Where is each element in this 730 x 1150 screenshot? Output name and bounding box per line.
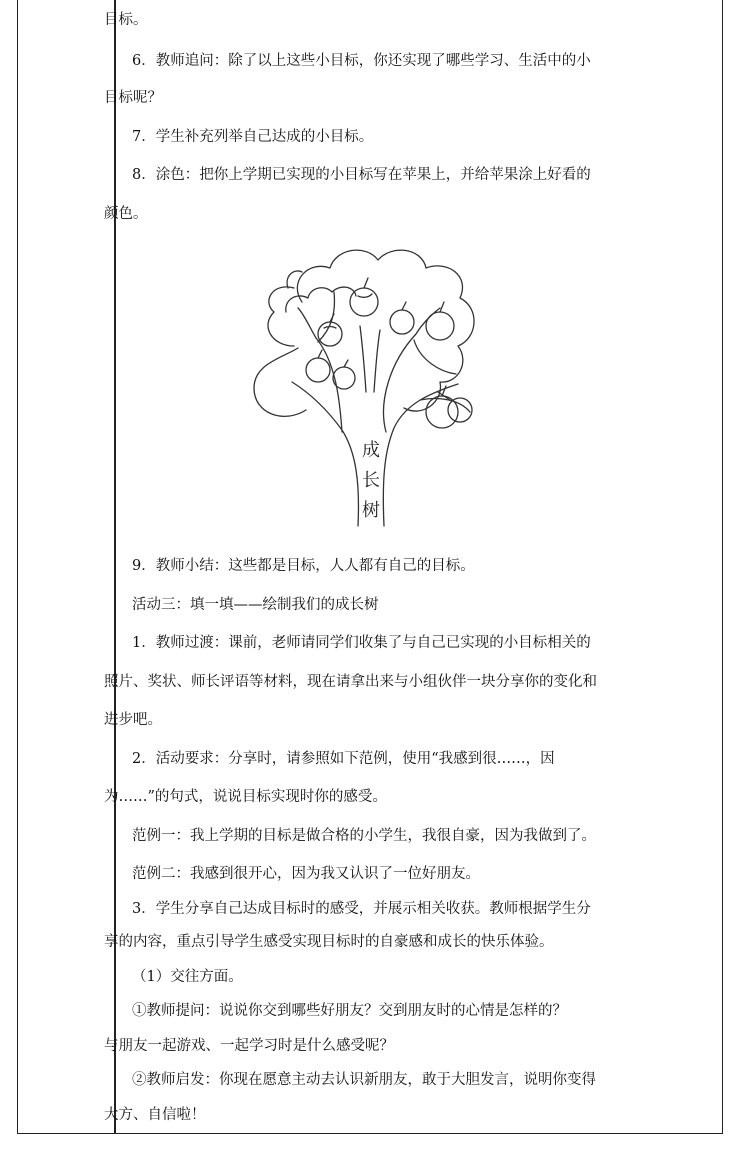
apple — [350, 288, 378, 316]
apple — [390, 310, 414, 334]
text-line: 进步吧。 — [104, 712, 162, 728]
text-line: 与朋友一起游戏、一起学习时是什么感受呢？ — [104, 1038, 394, 1054]
text-line: 1．教师过渡：课前，老师请同学们收集了与自己已实现的小目标相关的 — [132, 635, 591, 651]
text-line: 目标。 — [104, 12, 148, 28]
text-line: 范例一：我上学期的目标是做合格的小学生，我很自豪，因为我做到了。 — [132, 828, 596, 844]
text-line: 2．活动要求：分享时，请参照如下范例，使用“我感到很……，因 — [132, 751, 555, 767]
tree-label-char: 长 — [362, 470, 380, 491]
text-line: ①教师提问：说说你交到哪些好朋友？交到朋友时的心情是怎样的？ — [132, 1003, 567, 1019]
text-line: 目标呢？ — [104, 90, 162, 106]
tree-label-char: 成 — [362, 440, 380, 461]
text-line: 6．教师追问：除了以上这些小目标，你还实现了哪些学习、生活中的小 — [132, 53, 591, 69]
text-line: 9．教师小结：这些都是目标，人人都有自己的目标。 — [132, 558, 475, 574]
text-line: 3．学生分享自己达成目标时的感受，并展示相关收获。教师根据学生分 — [132, 901, 591, 917]
apple — [306, 358, 330, 382]
text-line: 大方、自信啦！ — [104, 1107, 206, 1123]
apple — [426, 312, 454, 340]
tree-label-char: 树 — [362, 500, 380, 521]
apple — [333, 367, 355, 389]
text-line: ②教师启发：你现在愿意主动去认识新朋友，敢于大胆发言，说明你变得 — [132, 1072, 596, 1088]
growth-tree-illustration — [244, 242, 480, 530]
text-line: 范例二：我感到很开心，因为我又认识了一位好朋友。 — [132, 866, 480, 882]
text-line: 享的内容，重点引导学生感受实现目标时的自豪感和成长的快乐体验。 — [104, 934, 554, 950]
text-line: 颜色。 — [104, 206, 148, 222]
text-line: 7．学生补充列举自己达成的小目标。 — [132, 129, 374, 145]
text-line: （1）交往方面。 — [132, 969, 243, 985]
text-line: 为……”的句式，说说目标实现时你的感受。 — [104, 789, 387, 805]
text-line: 活动三：填一填——绘制我们的成长树 — [132, 597, 379, 613]
tree-crown — [254, 250, 474, 416]
text-line: 8．涂色：把你上学期已实现的小目标写在苹果上，并给苹果涂上好看的 — [132, 167, 591, 183]
column-divider — [114, 0, 116, 1133]
text-line: 照片、奖状、师长评语等材料，现在请拿出来与小组伙伴一块分享你的变化和 — [104, 674, 597, 690]
